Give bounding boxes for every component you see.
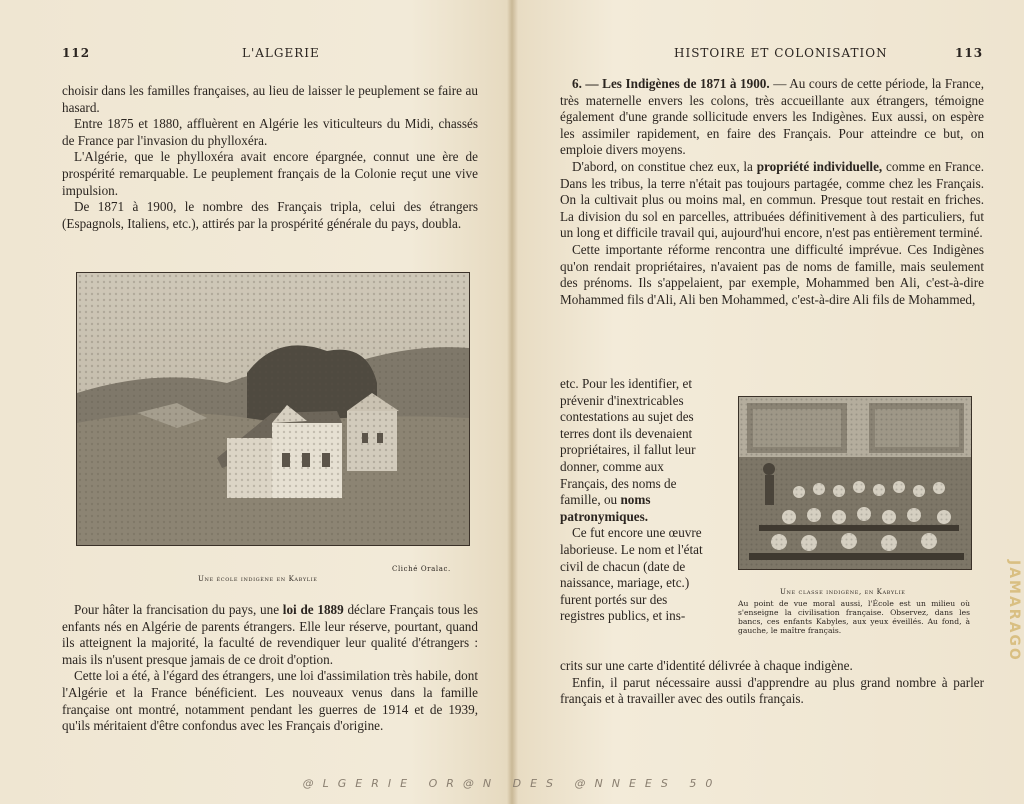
right-paragraph-4: Ce fut encore une œuvre laborieuse. Le nom et l'état civil de chacun (date de naissance, mariage, etc.) furent portés sur des registres publics, et ins- — [560, 525, 703, 624]
right-photo-note: Au point de vue moral aussi, l'École est un milieu où s'enseigne la civilisation française. Observez, dans les bancs, ces enfants Kabyles, aux yeux éveillés. Au fond, à gauche, le maître français. — [738, 599, 970, 635]
right-paragraph-2-start: D'abord, on constitue chez eux, la — [572, 158, 757, 174]
classroom-kabylie-photo — [738, 396, 972, 570]
left-paragraph-4: De 1871 à 1900, le nombre des Français tripla, celui des étrangers (Espagnols, Italiens, etc.), attirés par la prospérité générale du pays, doubla. — [62, 199, 478, 231]
school-kabylie-photo — [76, 272, 470, 546]
propriete-individuelle-bold: propriété individuelle, — [756, 158, 883, 174]
left-paragraph-3: L'Algérie, que le phylloxéra avait encore épargnée, connut une ère de prospérité remarquable. Le peuplement français de la Colonie reçut une vive impulsion. — [62, 149, 478, 198]
right-page — [512, 0, 1024, 804]
left-paragraph-2: Entre 1875 et 1880, affluèrent en Algérie les viticulteurs du Midi, chassés de France par l'invasion du phylloxéra. — [62, 116, 478, 148]
left-paragraph-5 — [62, 602, 478, 668]
left-text-top — [62, 83, 478, 232]
left-paragraph-5-start: Pour hâter la francisation du pays, une — [74, 602, 283, 617]
school-building-illustration — [77, 273, 469, 545]
left-paragraph-1: choisir dans les familles françaises, au lieu de laisser le peuplement se faire au hasard. — [62, 83, 478, 115]
left-paragraph-6: Cette loi a été, à l'égard des étrangers, une loi d'assimilation très habile, dont l'Algérie et la France bénéficient. Les nouveaux venus dans la famille française ont montré, notamment pendant les guerres de 1914 et de 1939, qu'ils méritaient d'être confondus avec les Français d'origine. — [62, 668, 478, 734]
right-paragraph-2-end: comme en France. Dans les tribus, la terre n'était pas toujours partagée, comme chez les Français. On la cultivait plus ou moins mal, en commun. Presque tout restait en friches. La division du sol en parcelles, attribuées définitivement à des particuliers, fut un long et difficile travail qui, aujourd'hui encore, n'est pas entièrement terminé. — [560, 158, 985, 241]
footer-watermark: @LGERIE OR@N DES @NNEES 50 — [302, 777, 722, 790]
right-narrow-column — [560, 376, 710, 625]
classroom-illustration — [739, 397, 971, 569]
right-paragraph-2 — [560, 159, 984, 242]
right-text-top — [560, 76, 984, 308]
noms-patronymiques-bold: noms patronymiques. — [560, 492, 651, 524]
right-text-bottom — [560, 658, 984, 708]
right-photo-caption: Une classe indigène, en Kabylie — [780, 588, 906, 596]
right-paragraph-3-col: etc. Pour les identifier, et prévenir d'inextricables contestations au sujet des terres dont ils devenaient propriétaires, il fallut leur donner, comme aux Français, des noms de famille, ou — [560, 376, 696, 508]
left-page — [0, 0, 510, 804]
right-paragraph-3: Cette importante réforme rencontra une difficulté imprévue. Ces Indigènes qu'on rendait propriétaires, n'avaient pas de noms de famille, mais seulement des prénoms. Ils s'appelaient, par exemple, Mohammed ben Ali, c'est-à-dire Mohammed fils d'Ali, Ali ben Mohammed, c'est-à-dire Ali fils de Mohammed, — [560, 241, 984, 307]
right-running-head: HISTOIRE ET COLONISATION — [674, 46, 888, 60]
right-paragraph-1-text: — Au cours de cette période, la France, très maternelle envers les colons, très accueillante aux étrangers, témoigne également d'une grande sollicitude envers les Indigènes. Eux aussi, on espère les assimiler rapidement, en faire des Français. Pour atteindre ce but, on emploie divers moyens. — [560, 76, 984, 158]
photo-credit: Cliché Oralac. — [392, 565, 451, 573]
left-text-bottom — [62, 602, 478, 735]
right-paragraph-1 — [560, 76, 984, 159]
right-paragraph-5: Enfin, il parut nécessaire aussi d'apprendre au plus grand nombre à parler français et à travailler avec des outils français. — [560, 674, 984, 707]
left-running-head: L'ALGERIE — [242, 46, 320, 60]
left-photo-caption: Une école indigène en Kabylie — [198, 575, 318, 583]
left-paragraph-5-end: déclare Français tous les enfants nés en Algérie de parents étrangers. Elle leur réserve, pourtant, quand ils atteignent la majorité, la faculté de revendiquer leur qualité d'étrangers : mais ils n'usent presque jamais de ce droit d'option. — [62, 602, 478, 667]
section-heading: 6. — Les Indigènes de 1871 à 1900. — [572, 76, 770, 91]
side-stamp: JAMARAGO — [1006, 560, 1022, 662]
left-page-number: 112 — [62, 46, 91, 60]
law-1889-bold: loi de 1889 — [282, 602, 344, 617]
right-page-number: 113 — [955, 46, 984, 60]
right-paragraph-3-cont — [560, 376, 710, 525]
right-paragraph-4-cont: crits sur une carte d'identité délivrée à chaque indigène. — [560, 658, 853, 673]
